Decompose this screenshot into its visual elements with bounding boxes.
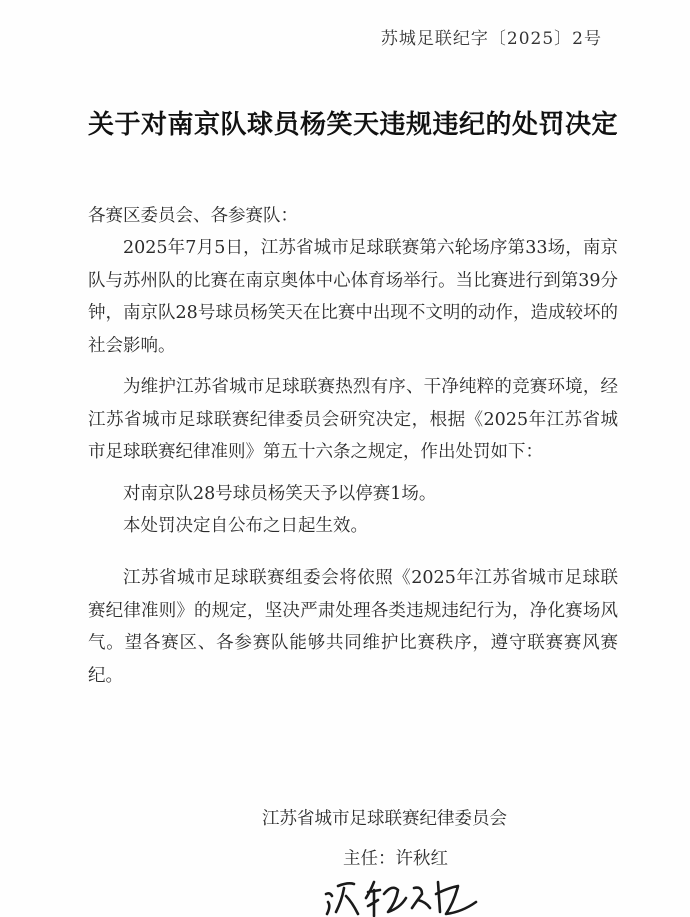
- document-title: 关于对南京队球员杨笑天违规违纪的处罚决定: [88, 110, 619, 140]
- paragraph-incident: 2025年7月5日，江苏省城市足球联赛第六轮场序第33场，南京队与苏州队的比赛在南京奥体中心体育场举行。当比赛进行到第39分钟，南京队28号球员杨笑天在比赛中出现不文明的动作，造成较坏的社会影响。: [88, 238, 618, 356]
- penalty-decision: 对南京队28号球员杨笑天予以停赛1场。: [123, 484, 437, 504]
- document-number: 苏城足联纪字〔2025〕2号: [380, 29, 602, 49]
- paragraph-basis: 为维护江苏省城市足球联赛热烈有序、干净纯粹的竞赛环境，经江苏省城市足球联赛纪律委员会研究决定，根据《2025年江苏省城市足球联赛纪律准则》第五十六条之规定，作出处罚如下：: [88, 377, 618, 462]
- paragraph-closing: 江苏省城市足球联赛组委会将依照《2025年江苏省城市足球联赛纪律准则》的规定，坚决严肃处理各类违规违纪行为，净化赛场风气。望各赛区、各参赛队能够共同维护比赛秩序，遵守联赛赛风赛纪。: [88, 568, 618, 686]
- signature-organization: 江苏省城市足球联赛纪律委员会: [262, 809, 507, 829]
- salutation: 各赛区委员会、各参赛队：: [88, 206, 298, 226]
- signature-director: 主任：许秋红: [343, 849, 448, 869]
- handwritten-signature: [318, 872, 488, 917]
- effective-statement: 本处罚决定自公布之日起生效。: [123, 516, 368, 536]
